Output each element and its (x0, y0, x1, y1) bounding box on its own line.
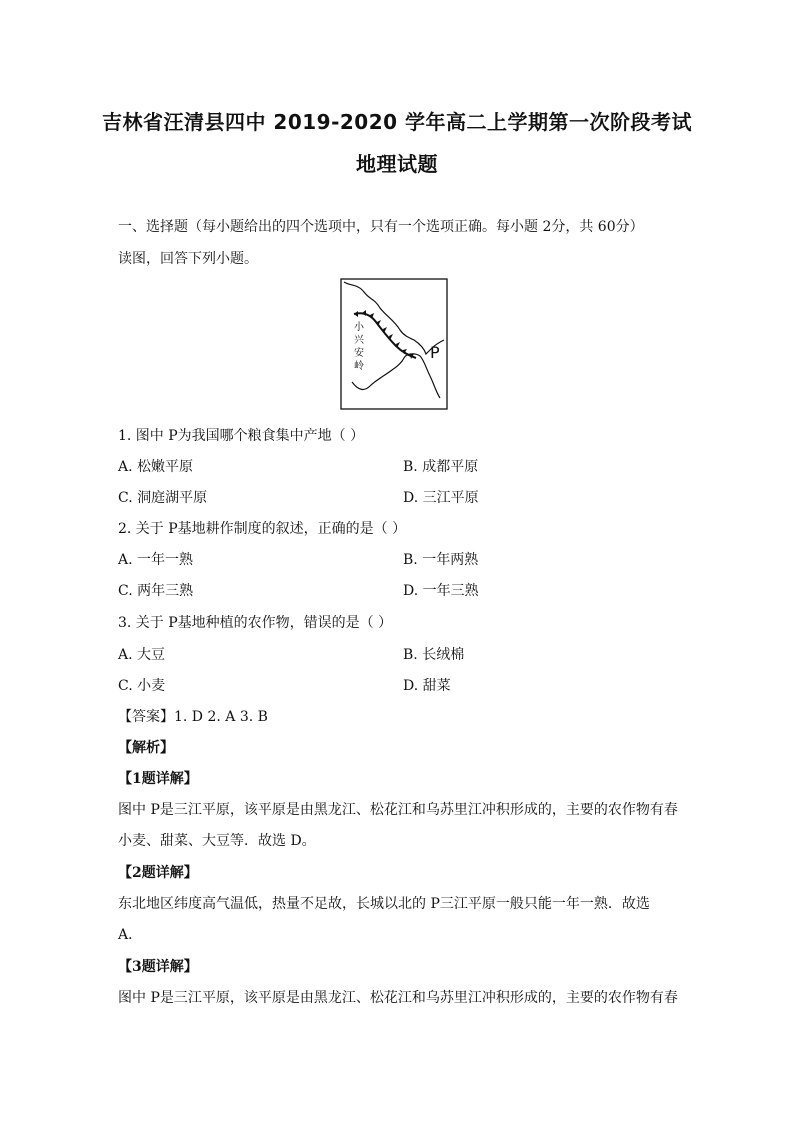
question-2-option-b: B. 一年两熟 (403, 552, 479, 568)
q2-analysis-text-2: A． (118, 927, 143, 943)
map-point-p-label: P (430, 343, 440, 362)
q1-analysis-text-1: 图中 P是三江平原，该平原是由黑龙江、松花江和乌苏里江冲积形成的，主要的农作物有春 (118, 802, 678, 818)
map-label-char-4: 岭 (354, 361, 364, 372)
question-3-stem: 3. 关于 P基地种植的农作物，错误的是（ ） (118, 615, 393, 631)
question-3-option-d: D. 甜菜 (403, 678, 451, 694)
section-instruction: 读图，回答下列小题。 (118, 251, 258, 267)
map-label-char-2: 兴 (354, 335, 364, 346)
map-figure (340, 278, 448, 410)
section-heading: 一、选择题（每小题给出的四个选项中，只有一个选项正确。每小题 2分，共 60分） (118, 219, 644, 235)
map-label-char-1: 小 (354, 322, 364, 333)
q2-analysis-heading: 【2题详解】 (118, 865, 198, 881)
question-2-option-d: D. 一年三熟 (403, 583, 479, 599)
answer-line: 【答案】1. D 2. A 3. B (118, 709, 268, 725)
document-subtitle: 地理试题 (356, 152, 438, 176)
document-title: 吉林省汪清县四中 2019-2020 学年高二上学期第一次阶段考试 (101, 110, 693, 134)
question-1-option-b: B. 成都平原 (403, 459, 479, 475)
question-1-option-d: D. 三江平原 (403, 490, 479, 506)
q1-analysis-text-2: 小麦、甜菜、大豆等．故选 D。 (118, 833, 316, 849)
question-1-option-c: C. 洞庭湖平原 (118, 490, 208, 506)
q3-analysis-text-1: 图中 P是三江平原，该平原是由黑龙江、松花江和乌苏里江冲积形成的，主要的农作物有春 (118, 990, 678, 1006)
question-3-option-c: C. 小麦 (118, 678, 166, 694)
question-1-option-a: A. 松嫩平原 (118, 459, 194, 475)
question-2-option-c: C. 两年三熟 (118, 583, 194, 599)
question-2-option-a: A. 一年一熟 (118, 552, 194, 568)
question-2-stem: 2. 关于 P基地耕作制度的叙述，正确的是（ ） (118, 521, 407, 537)
map-svg (340, 278, 448, 410)
question-3-option-a: A. 大豆 (118, 647, 166, 663)
map-river-line (352, 354, 440, 398)
q3-analysis-heading: 【3题详解】 (118, 959, 198, 975)
analysis-heading: 【解析】 (118, 740, 174, 756)
question-1-stem: 1. 图中 P为我国哪个粮食集中产地（ ） (118, 428, 365, 444)
question-3-option-b: B. 长绒棉 (403, 647, 465, 663)
q1-analysis-heading: 【1题详解】 (118, 771, 198, 787)
q2-analysis-text-1: 东北地区纬度高气温低，热量不足故，长城以北的 P三江平原一般只能一年一熟．故选 (118, 896, 650, 912)
map-label-char-3: 安 (354, 348, 364, 359)
